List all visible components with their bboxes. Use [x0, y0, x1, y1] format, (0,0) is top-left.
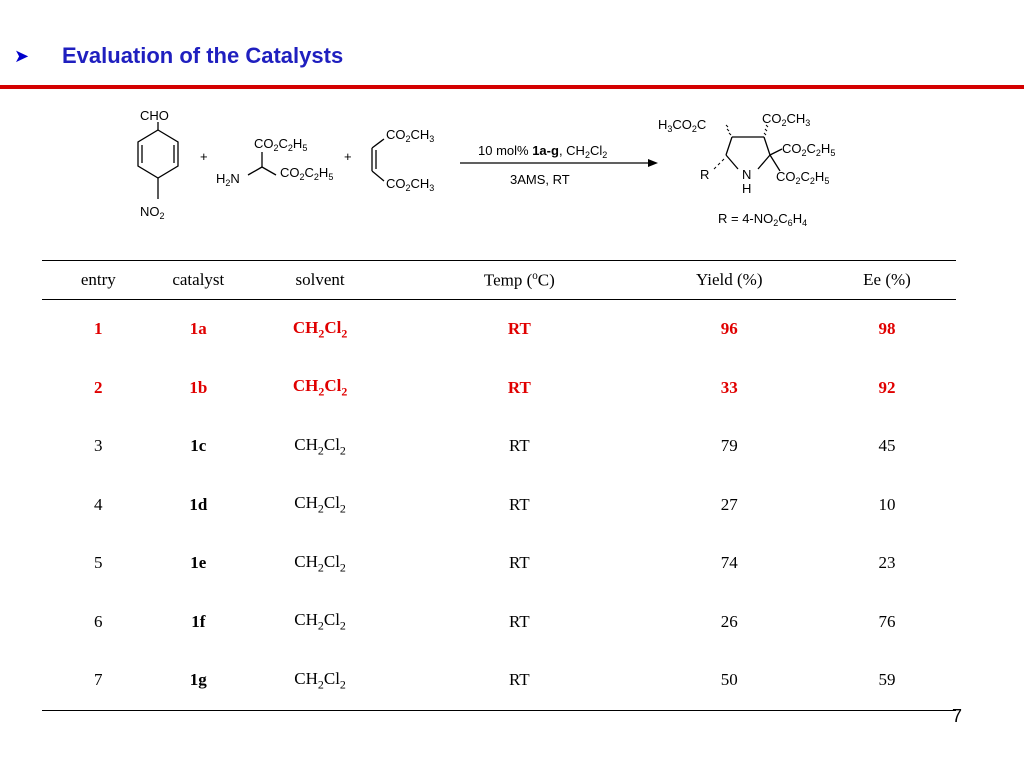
table-row [42, 534, 956, 593]
cell-entry: 3 [94, 436, 103, 456]
conditions-top-label: 10 mol% 1a-g, $CH_2Cl_2$ [478, 143, 608, 160]
cell-temp: RT [507, 319, 531, 339]
maleate-bottom-label: $CO_2CH_3$ [386, 176, 435, 193]
cell-catalyst: 1e [190, 553, 207, 573]
cell-yield: 26 [720, 611, 738, 631]
header-ee: Ee (%) [818, 261, 956, 300]
table-row [42, 593, 956, 652]
product-right-ester-2-label: $CO_2C_2H_5$ [776, 169, 830, 186]
cell-yield: 74 [720, 553, 738, 573]
cell-temp: RT [508, 436, 530, 456]
cell-entry: 4 [94, 494, 103, 514]
reaction-scheme [0, 95, 1024, 235]
cell-entry: 6 [94, 611, 103, 631]
header-entry: entry [42, 261, 155, 300]
cell-solvent: $CH_2Cl_2$ [294, 610, 346, 633]
stereo-hash-bonds [714, 125, 768, 169]
cell-ee: 98 [878, 319, 896, 339]
cell-entry: 1 [94, 319, 103, 339]
cell-solvent: $CH_2Cl_2$ [294, 434, 346, 457]
reaction-arrow [460, 159, 658, 167]
aldehyde-no2-label: $NO_2$ [140, 204, 165, 221]
r-definition-label: $R = 4-NO_2C_6H_4$ [718, 211, 808, 228]
cell-temp: RT [508, 553, 530, 573]
cell-solvent: $CH_2Cl_2$ [294, 493, 346, 516]
cell-ee: 10 [878, 494, 896, 514]
aldehyde-cho-label: CHO [140, 108, 169, 123]
cell-yield: 96 [720, 319, 738, 339]
maleate-top-label: $CO_2CH_3$ [386, 127, 435, 144]
product-h-label: H [742, 181, 752, 196]
page-number: 7 [951, 706, 962, 726]
cell-ee: 23 [878, 553, 896, 573]
cell-solvent: $CH_2Cl_2$ [242, 651, 398, 710]
cell-entry: 7 [42, 651, 155, 710]
table-row [42, 359, 956, 418]
plus-sign-2: + [344, 149, 352, 164]
cell-temp: RT [507, 377, 531, 397]
cell-temp: RT [398, 651, 640, 710]
cell-yield: 79 [720, 436, 738, 456]
table-row [42, 476, 956, 535]
aminoester-right-label: $CO_2C_2H_5$ [280, 165, 334, 182]
cell-catalyst: 1c [190, 436, 207, 456]
header-solvent: solvent [242, 261, 398, 300]
product-r-label: R [700, 167, 710, 182]
aminoester-bonds [248, 152, 276, 175]
slide-title: Evaluation of the Catalysts [62, 43, 344, 68]
cell-ee: 76 [878, 611, 896, 631]
plus-sign-1: + [200, 149, 208, 164]
arrow-bullet-icon: ➤ [14, 46, 30, 67]
slide-header [0, 40, 1024, 80]
cell-solvent: $CH_2Cl_2$ [292, 317, 348, 340]
nitrobenzaldehyde-structure [138, 122, 178, 199]
cell-ee: 59 [818, 651, 956, 710]
catalyst-evaluation-table [42, 260, 956, 711]
cell-ee: 45 [878, 436, 896, 456]
cell-ee: 92 [878, 377, 896, 397]
cell-solvent: $CH_2Cl_2$ [292, 376, 348, 399]
cell-catalyst: 1f [191, 611, 206, 631]
table-header-row [42, 261, 956, 300]
aminoester-amine-label: $H_2N$ [216, 171, 240, 188]
cell-entry: 5 [94, 553, 103, 573]
header-yield: Yield (%) [641, 261, 818, 300]
cell-catalyst: 1a [189, 319, 207, 339]
aminoester-top-label: $CO_2C_2H_5$ [254, 136, 308, 153]
maleate-bonds [372, 139, 384, 181]
header-temp: Temp ($^o$C) [398, 261, 640, 300]
cell-catalyst: 1b [189, 377, 208, 397]
product-n-label: N [742, 167, 752, 182]
header-catalyst: catalyst [155, 261, 242, 300]
conditions-bottom-label: 3AMS, RT [510, 172, 570, 187]
cell-solvent: $CH_2Cl_2$ [294, 551, 346, 574]
table-row [42, 417, 956, 476]
cell-yield: 27 [720, 494, 738, 514]
title-divider [0, 85, 1024, 89]
cell-catalyst: 1g [155, 651, 242, 710]
pyrrolidine-ring [726, 137, 782, 171]
cell-temp: RT [508, 611, 530, 631]
cell-entry: 2 [94, 377, 103, 397]
cell-catalyst: 1d [189, 494, 208, 514]
product-top-ester-label: $CO_2CH_3$ [762, 111, 811, 128]
table-row [42, 651, 956, 710]
cell-yield: 33 [720, 377, 738, 397]
cell-yield: 50 [641, 651, 818, 710]
table-row [42, 300, 956, 359]
cell-temp: RT [508, 494, 530, 514]
product-left-ester-label: $H_3CO_2C$ [658, 117, 707, 134]
product-right-ester-1-label: $CO_2C_2H_5$ [782, 141, 836, 158]
